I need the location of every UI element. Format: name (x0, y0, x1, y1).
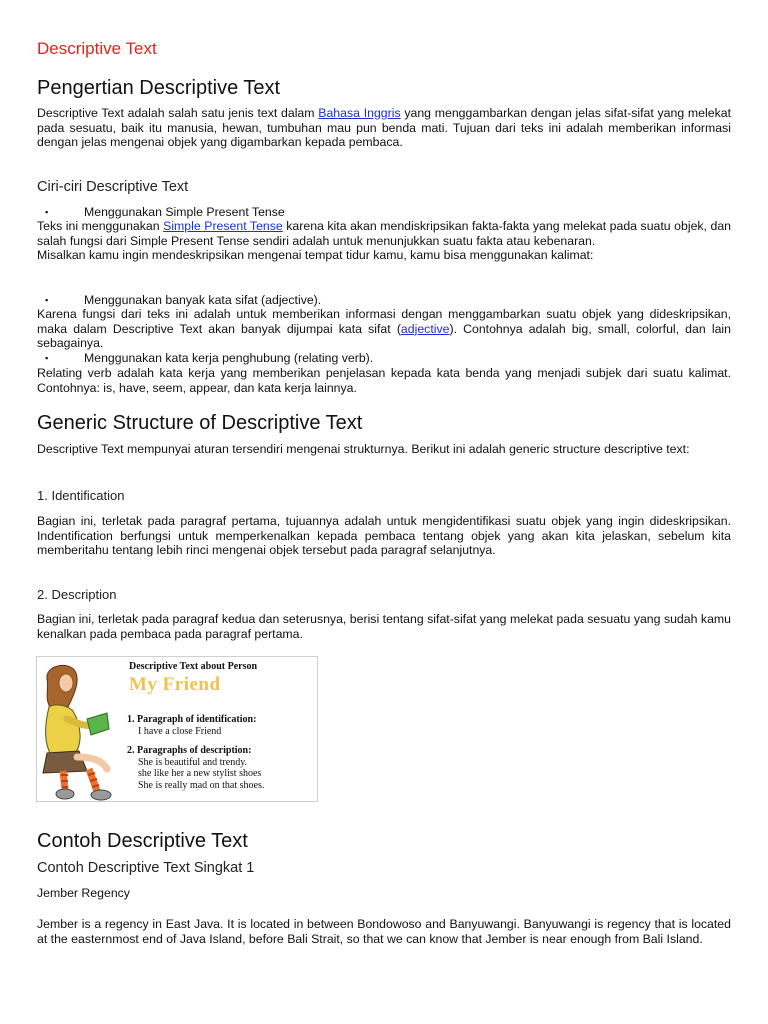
paragraph-jember: Jember is a regency in East Java. It is located in between Bondowoso and Banyuwangi. Banyuwangi is regency that is located at the easternmost end of Java Island, before Bali Strait, so that we can know that Jember is near enough from Bali Island. (37, 917, 731, 946)
figure-title: Descriptive Text about Person (129, 661, 258, 672)
text: Descriptive Text adalah salah satu jenis text dalam (37, 106, 319, 120)
figure-item-text: She is really mad on that shoes. (138, 779, 265, 791)
paragraph-relating-verb: Relating verb adalah kata kerja yang memberikan penjelasan kepada kata benda yang menjadi subjek dari suatu kalimat. Contohnya: is, have, seem, appear, dan kata kerja lainnya. (37, 366, 731, 395)
figure-item-text: she like her a new stylist shoes (138, 768, 262, 779)
text: yang menggambarkan dengan jelas sifat-sifat yang melekat pada sesuatu, baik itu manusia, hewan, tumbuhan mau pun benda mati. Tujuan dari teks ini adalah memberikan informasi dengan jelas mengenai objek yang digambarkan kepada pembaca. (37, 106, 731, 149)
figure-description (127, 745, 264, 791)
descriptive-text-illustration (36, 656, 318, 802)
text: karena kita akan mendiskripsikan fakta-fakta yang melekat pada suatu objek, dan salah fungsi dari Simple Present Tense sendiri adalah untuk menunjukkan suatu fakta atau kebenaran. (37, 219, 732, 248)
link-adjective[interactable]: adjective (400, 321, 450, 336)
subheading-contoh-singkat: Contoh Descriptive Text Singkat 1 (37, 860, 255, 876)
girl-reading-illustration (37, 657, 129, 801)
heading-generic-structure: Generic Structure of Descriptive Text (37, 412, 363, 434)
text: Misalkan kamu ingin mendeskripsikan mengenai tempat tidur kamu, kamu bisa menggunakan kalimat: (37, 248, 594, 262)
paragraph-simple-present (37, 219, 731, 263)
paragraph-adjective (37, 307, 731, 351)
paragraph-identification: Bagian ini, terletak pada paragraf pertama, tujuannya adalah untuk mengidentifikasi suatu objek yang ingin dideskripsikan. Indentification berfungsi untuk memperkenalkan kepada pembaca tentang objek yang akan kita jelaskan, sebelum kita memberitahu tentang lebih rinci mengenai objek tersebut pada paragraf selanjutnya. (37, 514, 731, 557)
figure-item-label: 2. Paragraphs of description: (127, 745, 252, 756)
list-item-label: Menggunakan Simple Present Tense (84, 205, 285, 219)
heading-identification: 1. Identification (37, 488, 125, 503)
document-title: Descriptive Text (37, 39, 157, 58)
link-bahasa-inggris[interactable]: Bahasa Inggris (318, 106, 401, 120)
example-title: Jember Regency (37, 886, 130, 900)
figure-identification (127, 714, 256, 737)
paragraph-generic-intro: Descriptive Text mempunyai aturan tersendiri mengenai strukturnya. Berikut ini adalah generic structure descriptive text: (37, 442, 690, 456)
list-item-label: Menggunakan banyak kata sifat (adjective). (84, 293, 322, 307)
figure-item-text: She is beautiful and trendy. (138, 756, 248, 768)
heading-contoh: Contoh Descriptive Text (37, 830, 248, 852)
heading-description: 2. Description (37, 587, 117, 602)
list-item-label: Menggunakan kata kerja penghubung (relating verb). (84, 351, 374, 365)
text: Teks ini menggunakan (37, 219, 164, 233)
paragraph-description: Bagian ini, terletak pada paragraf kedua dan seterusnya, berisi tentang sifat-sifat yang melekat pada sesuatu yang sudah kamu kenalkan pada pembaca pada paragraf pertama. (37, 612, 731, 641)
heading-pengertian: Pengertian Descriptive Text (37, 77, 281, 99)
heading-ciri-ciri: Ciri-ciri Descriptive Text (37, 179, 189, 195)
bullet-icon: ▪ (45, 207, 49, 217)
bullet-icon: ▪ (45, 353, 49, 363)
figure-item-label: 1. Paragraph of identification: (127, 714, 257, 725)
figure-heading: My Friend (129, 674, 221, 695)
text: Karena fungsi dari teks ini adalah untuk memberikan informasi dengan menggambarkan suatu objek yang dideskripsikan, maka dalam Descriptive Text akan banyak dijumpai kata sifat ( (37, 307, 731, 336)
bullet-icon: ▪ (45, 295, 49, 305)
paragraph-pengertian (37, 106, 731, 150)
link-simple-present-tense[interactable]: Simple Present Tense (163, 219, 283, 233)
figure-item-text: I have a close Friend (138, 725, 222, 737)
text: ). Contohnya adalah big, small, colorful, dan lain sebagainya. (37, 321, 731, 350)
